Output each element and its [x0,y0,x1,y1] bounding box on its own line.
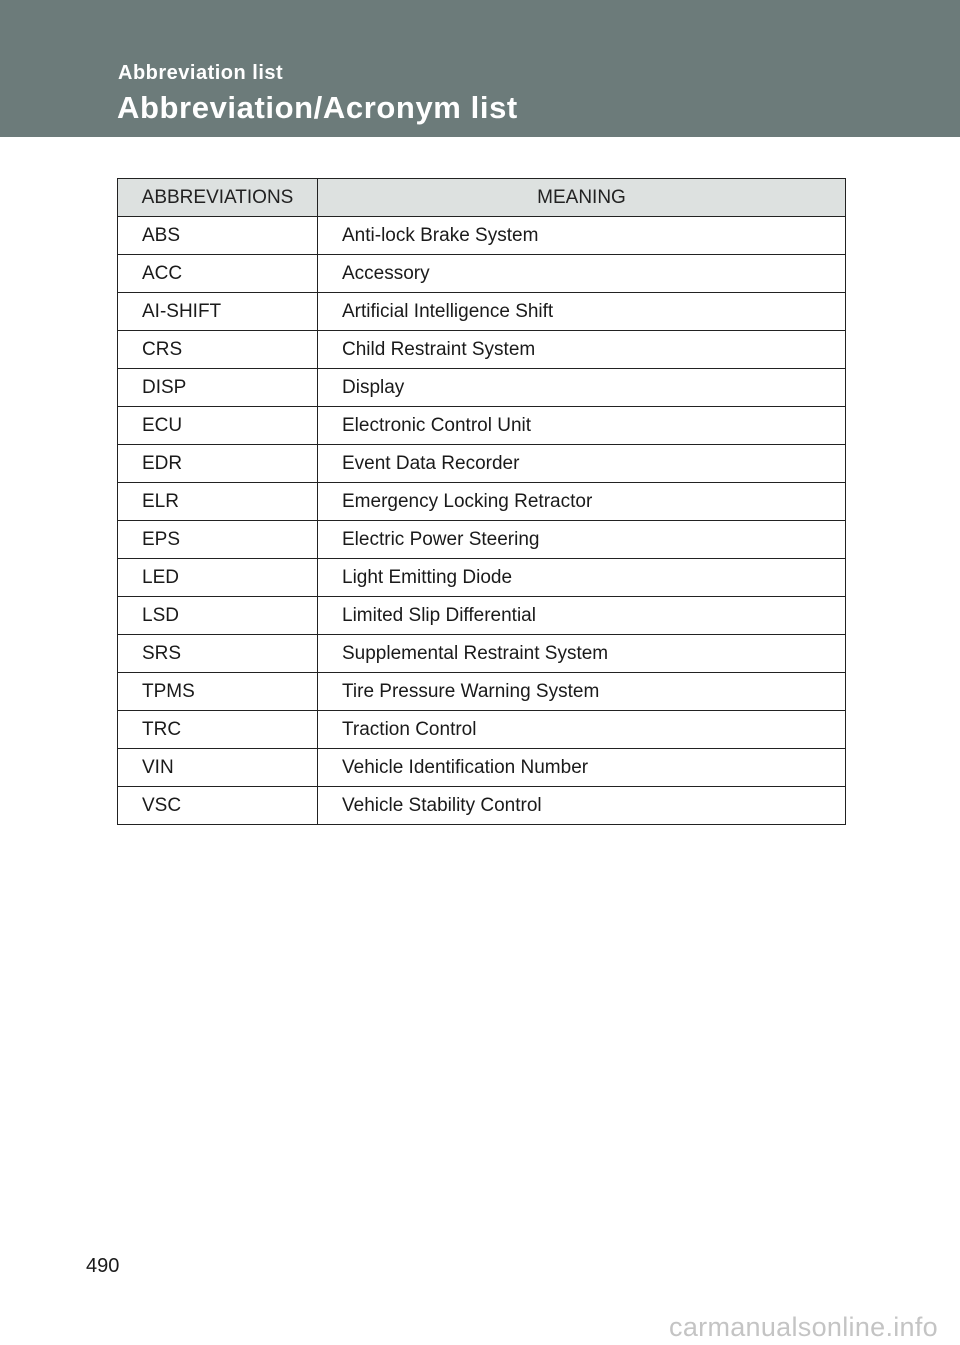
table-row [118,711,846,749]
abbreviation-cell: ACC [118,255,318,293]
table-row [118,293,846,331]
column-header-abbreviations: ABBREVIATIONS [118,179,318,217]
meaning-cell: Accessory [318,255,846,293]
table-row [118,369,846,407]
abbreviation-cell: AI-SHIFT [118,293,318,331]
table-row [118,483,846,521]
meaning-cell: Vehicle Stability Control [318,787,846,825]
abbreviation-cell: TPMS [118,673,318,711]
abbreviation-cell: VSC [118,787,318,825]
abbreviation-cell: SRS [118,635,318,673]
abbreviation-cell: DISP [118,369,318,407]
section-label: Abbreviation list [118,62,284,84]
table-row [118,635,846,673]
abbreviation-cell: ECU [118,407,318,445]
table-row [118,597,846,635]
table-row [118,673,846,711]
meaning-cell: Light Emitting Diode [318,559,846,597]
table-row [118,521,846,559]
abbreviation-cell: LSD [118,597,318,635]
meaning-cell: Supplemental Restraint System [318,635,846,673]
abbreviation-cell: LED [118,559,318,597]
abbreviation-cell: ABS [118,217,318,255]
abbreviation-cell: EPS [118,521,318,559]
abbreviation-table [117,178,846,825]
watermark: carmanualsonline.info [669,1312,938,1342]
table-row [118,445,846,483]
meaning-cell: Electronic Control Unit [318,407,846,445]
table-row [118,749,846,787]
table-row [118,331,846,369]
meaning-cell: Event Data Recorder [318,445,846,483]
meaning-cell: Anti-lock Brake System [318,217,846,255]
column-header-meaning: MEANING [318,179,846,217]
abbreviation-cell: TRC [118,711,318,749]
meaning-cell: Display [318,369,846,407]
meaning-cell: Vehicle Identification Number [318,749,846,787]
meaning-cell: Child Restraint System [318,331,846,369]
table-row [118,787,846,825]
table-row [118,559,846,597]
table-row [118,255,846,293]
abbreviation-cell: VIN [118,749,318,787]
page-title: Abbreviation/Acronym list [117,90,518,125]
meaning-cell: Electric Power Steering [318,521,846,559]
table-row [118,407,846,445]
meaning-cell: Limited Slip Differential [318,597,846,635]
abbreviation-cell: CRS [118,331,318,369]
meaning-cell: Traction Control [318,711,846,749]
meaning-cell: Artificial Intelligence Shift [318,293,846,331]
abbreviation-cell: EDR [118,445,318,483]
abbreviation-cell: ELR [118,483,318,521]
table-row [118,217,846,255]
page-number: 490 [86,1255,120,1277]
meaning-cell: Tire Pressure Warning System [318,673,846,711]
meaning-cell: Emergency Locking Retractor [318,483,846,521]
table-header-row [118,179,846,217]
table-body [118,217,846,825]
